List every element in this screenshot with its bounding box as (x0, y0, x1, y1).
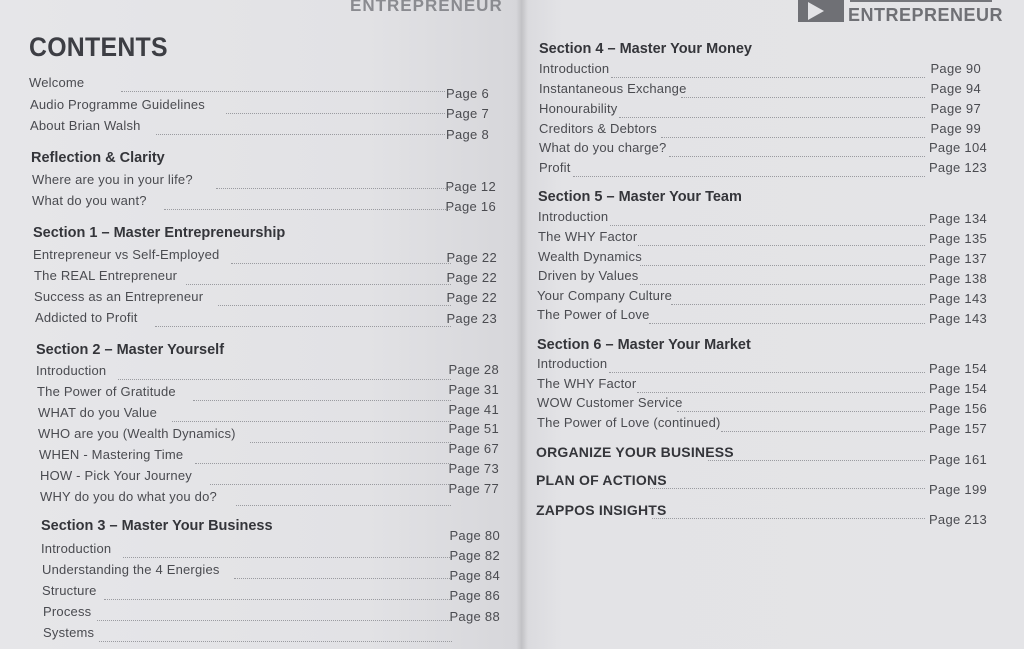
toc-entry[interactable] (36, 363, 501, 383)
toc-entry[interactable] (30, 97, 491, 121)
toc-entry-page: Page 154 (928, 361, 987, 376)
toc-entry-label: The Power of Love (continued) (537, 415, 721, 430)
dot-leader (121, 91, 445, 92)
dot-leader (234, 578, 452, 579)
toc-entry-page: Page 143 (928, 291, 987, 306)
toc-entry-page: Page 143 (928, 311, 987, 326)
toc-entry-page: Page 31 (448, 382, 499, 397)
dot-leader (231, 263, 451, 264)
toc-entry-label: The REAL Entrepreneur (34, 268, 178, 283)
toc-entry-label: What do you want? (32, 193, 147, 208)
dot-leader (186, 284, 451, 285)
toc-entry[interactable] (537, 395, 989, 415)
toc-entry[interactable] (40, 481, 501, 509)
toc-entry-page: Page 73 (448, 461, 499, 476)
dot-leader (637, 392, 925, 393)
toc-entry-label: Introduction (41, 541, 112, 556)
toc-entry-label: The WHY Factor (537, 376, 637, 391)
toc-entry-page: Page 99 (930, 121, 981, 136)
toc-entry-page: Page 12 (445, 179, 496, 194)
toc-entry-page: Page 6 (445, 86, 489, 101)
dot-leader (123, 557, 452, 558)
toc-entry[interactable] (35, 310, 499, 330)
toc-entry-page: Page 22 (446, 290, 497, 305)
toc-entry-label: PLAN OF ACTIONS (536, 472, 667, 488)
left-brand-text: ENTREPRENEUR (350, 0, 503, 15)
toc-entry-label: Audio Programme Guidelines (30, 97, 206, 112)
toc-entry-label: Structure (42, 583, 97, 598)
logo-wordmark: ENTREPRENEUR (848, 5, 1004, 25)
toc-entry-page: Page 137 (928, 251, 987, 266)
toc-entry-label: WOW Customer Service (537, 395, 683, 410)
dot-leader (721, 431, 925, 432)
toc-entry-label: Process (43, 604, 92, 619)
toc-entry-label: Wealth Dynamics (538, 249, 642, 264)
toc-entry-label: Introduction (539, 61, 610, 76)
toc-entry[interactable] (539, 121, 983, 141)
toc-entry[interactable] (537, 356, 989, 376)
dot-leader (172, 421, 451, 422)
toc-entry[interactable] (38, 421, 501, 446)
toc-entry-page: Page 77 (448, 481, 499, 496)
toc-entry[interactable] (38, 402, 501, 425)
toc-entry-label: HOW - Pick Your Journey (40, 468, 192, 483)
toc-entry-page: Page 51 (448, 421, 499, 436)
dot-leader (218, 305, 451, 306)
toc-entry[interactable] (29, 75, 491, 101)
dot-leader (671, 304, 925, 305)
dot-leader (155, 326, 451, 327)
toc-entry[interactable] (537, 415, 989, 435)
toc-entry-page: Page 97 (930, 101, 981, 116)
section-heading: Section 3 – Master Your Business (41, 518, 273, 534)
toc-entry-label: About Brian Walsh (30, 118, 141, 133)
dot-leader (609, 372, 925, 373)
toc-entry[interactable] (537, 288, 989, 308)
toc-entry-page: Page 123 (928, 160, 987, 175)
dot-leader (681, 97, 925, 98)
toc-entry-page: Page 23 (446, 311, 497, 326)
toc-entry-label: Success as an Entrepreneur (34, 289, 204, 304)
toc-entry[interactable] (538, 268, 989, 288)
toc-entry-page: Page 8 (445, 127, 489, 142)
section-heading: Section 1 – Master Entrepreneurship (33, 225, 286, 241)
section-heading: Reflection & Clarity (31, 150, 165, 166)
toc-entry-label: Understanding the 4 Energies (42, 562, 220, 577)
dot-leader (652, 518, 925, 519)
toc-entry-label: Introduction (36, 363, 107, 378)
toc-entry-label: WHY do you do what you do? (40, 489, 217, 504)
toc-entry-page: Page 86 (449, 588, 500, 603)
toc-entry-label: Introduction (537, 356, 608, 371)
dot-leader (619, 117, 925, 118)
toc-entry-label: Entrepreneur vs Self-Employed (33, 247, 220, 262)
toc-entry-label: Systems (43, 625, 95, 640)
dot-leader (669, 156, 925, 157)
toc-entry-page: Page 104 (928, 140, 987, 155)
toc-entry[interactable] (34, 289, 499, 309)
toc-entry-page: Page 22 (446, 250, 497, 265)
toc-entry-page: Page 134 (928, 211, 987, 226)
toc-entry[interactable] (34, 268, 499, 288)
dot-leader (164, 209, 450, 210)
toc-entry-page: Page 80 (449, 528, 500, 543)
toc-entry[interactable] (41, 528, 502, 561)
toc-entry-label: Profit (539, 160, 571, 175)
brand-logo (798, 0, 1004, 26)
toc-entry-page: Page 16 (445, 199, 496, 214)
dot-leader (649, 323, 925, 324)
section-heading: Section 2 – Master Yourself (36, 342, 225, 358)
toc-entry[interactable] (539, 160, 989, 180)
toc-entry[interactable] (539, 81, 983, 101)
contents-title: CONTENTS (29, 32, 168, 62)
toc-entry[interactable] (536, 472, 989, 497)
toc-entry-page: Page 90 (930, 61, 981, 76)
toc-entry-page: Page 84 (449, 568, 500, 583)
toc-entry-page: Page 94 (930, 81, 981, 96)
toc-entry-page: Page 88 (449, 609, 500, 624)
section-heading: Section 4 – Master Your Money (539, 41, 752, 57)
dot-leader (216, 188, 450, 189)
toc-entry-label: The Power of Gratitude (37, 384, 176, 399)
toc-entry-label: ZAPPOS INSIGHTS (536, 502, 667, 518)
toc-entry[interactable] (539, 140, 989, 160)
dot-leader (118, 379, 451, 380)
dot-leader (640, 284, 925, 285)
dot-leader (195, 463, 451, 464)
section-heading: Section 6 – Master Your Market (537, 337, 751, 353)
toc-entry-label: WHAT do you Value (38, 405, 158, 420)
play-icon (808, 2, 824, 20)
toc-entry-label: Introduction (538, 209, 609, 224)
toc-entry-label: ORGANIZE YOUR BUSINESS (536, 444, 734, 460)
toc-entry-label: Welcome (29, 75, 85, 90)
dot-leader (236, 505, 451, 506)
dot-leader (611, 77, 925, 78)
toc-entry[interactable] (39, 441, 501, 467)
toc-entry-page: Page 22 (446, 270, 497, 285)
dot-leader (708, 460, 925, 461)
toc-entry-page: Page 67 (448, 441, 499, 456)
dot-leader (573, 176, 925, 177)
toc-entry-page: Page 154 (928, 381, 987, 396)
toc-entry[interactable] (33, 247, 499, 267)
toc-entry[interactable] (537, 307, 989, 327)
toc-entry[interactable] (536, 502, 989, 527)
toc-entry-label: The Power of Love (537, 307, 650, 322)
toc-entry-label: The WHY Factor (538, 229, 638, 244)
toc-entry-page: Page 161 (928, 452, 987, 467)
logo-cut-top (850, 0, 992, 2)
toc-entry-page: Page 28 (448, 362, 499, 377)
section-heading: Section 5 – Master Your Team (538, 189, 742, 205)
toc-entry-label: Instantaneous Exchange (539, 81, 687, 96)
toc-entry[interactable] (539, 101, 983, 121)
toc-entry[interactable] (537, 376, 989, 396)
dot-leader (610, 225, 925, 226)
book-gutter (516, 0, 528, 649)
dot-leader (650, 488, 925, 489)
dot-leader (677, 411, 925, 412)
dot-leader (99, 641, 452, 642)
toc-entry-page: Page 135 (928, 231, 987, 246)
toc-entry-page: Page 82 (449, 548, 500, 563)
toc-entry[interactable] (37, 384, 501, 404)
dot-leader (104, 599, 452, 600)
dot-leader (156, 134, 445, 135)
toc-entry-label: Driven by Values (538, 268, 639, 283)
toc-entry-page: Page 157 (928, 421, 987, 436)
toc-entry-label: Where are you in your life? (32, 172, 193, 187)
toc-entry-label: WHEN - Mastering Time (39, 447, 184, 462)
toc-entry[interactable] (32, 172, 498, 192)
toc-entry[interactable] (536, 444, 989, 467)
toc-entry[interactable] (539, 61, 983, 81)
dot-leader (97, 620, 452, 621)
toc-entry-label: WHO are you (Wealth Dynamics) (38, 426, 236, 441)
toc-entry-page: Page 41 (448, 402, 499, 417)
toc-entry[interactable] (538, 229, 989, 249)
toc-entry-page: Page 7 (445, 106, 489, 121)
dot-leader (250, 442, 451, 443)
toc-entry-label: Addicted to Profit (35, 310, 138, 325)
dot-leader (661, 137, 925, 138)
dot-leader (210, 484, 451, 485)
toc-entry-page: Page 138 (928, 271, 987, 286)
toc-entry[interactable] (40, 461, 501, 488)
toc-entry-page: Page 213 (928, 512, 987, 527)
dot-leader (640, 265, 925, 266)
dot-leader (638, 245, 925, 246)
toc-entry-label: Honourability (539, 101, 618, 116)
toc-entry-page: Page 156 (928, 401, 987, 416)
toc-entry-label: Your Company Culture (537, 288, 673, 303)
dot-leader (193, 400, 451, 401)
toc-entry-label: Creditors & Debtors (539, 121, 657, 136)
toc-entry-page: Page 199 (928, 482, 987, 497)
logo-mark (798, 0, 844, 22)
toc-entry[interactable] (538, 249, 989, 269)
toc-entry[interactable] (32, 193, 498, 213)
toc-entry-label: What do you charge? (539, 140, 667, 155)
dot-leader (226, 113, 445, 114)
toc-entry[interactable] (538, 209, 989, 229)
toc-entry[interactable] (30, 118, 491, 142)
